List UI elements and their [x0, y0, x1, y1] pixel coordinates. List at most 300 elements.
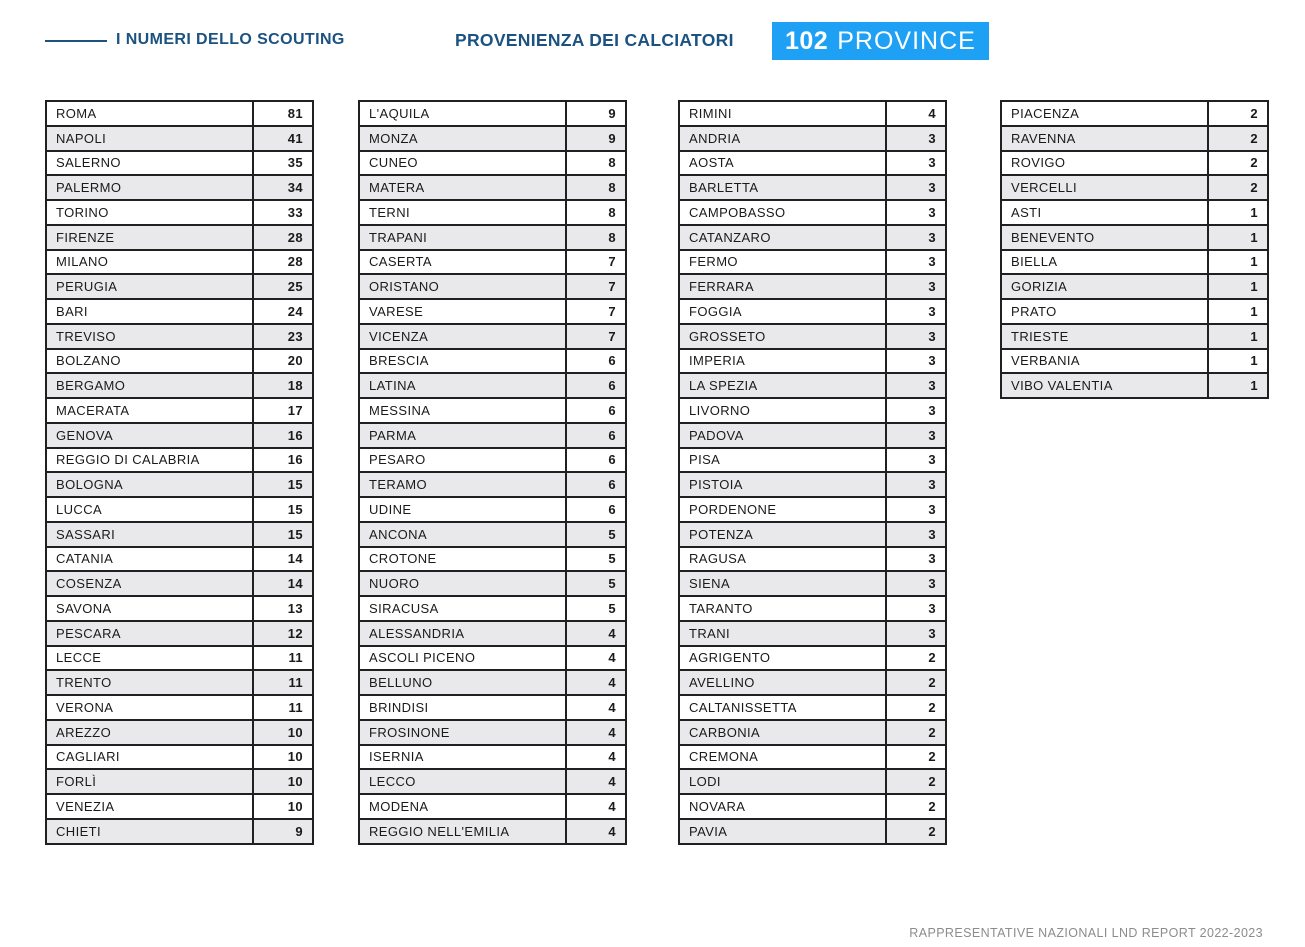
province-name: BOLOGNA	[46, 472, 253, 497]
province-name: REGGIO NELL'EMILIA	[359, 819, 566, 844]
province-name: CAGLIARI	[46, 745, 253, 770]
table-row	[46, 769, 313, 794]
province-name: FOGGIA	[679, 299, 886, 324]
table-row	[46, 398, 313, 423]
province-count: 3	[886, 472, 946, 497]
table-row	[1001, 225, 1268, 250]
table-row	[46, 423, 313, 448]
province-name: FORLÌ	[46, 769, 253, 794]
table-row	[359, 497, 626, 522]
province-count: 7	[566, 250, 626, 275]
province-count: 1	[1208, 250, 1268, 275]
province-count: 9	[253, 819, 313, 844]
province-count: 3	[886, 398, 946, 423]
table-row	[46, 373, 313, 398]
province-count: 1	[1208, 373, 1268, 398]
table-row	[46, 621, 313, 646]
province-name: PARMA	[359, 423, 566, 448]
province-name: BRESCIA	[359, 349, 566, 374]
province-name: CATANZARO	[679, 225, 886, 250]
table-row	[359, 695, 626, 720]
province-count: 8	[566, 151, 626, 176]
province-count: 3	[886, 596, 946, 621]
province-count: 1	[1208, 324, 1268, 349]
province-table-3	[678, 100, 947, 845]
province-name: BOLZANO	[46, 349, 253, 374]
table-row	[679, 151, 946, 176]
province-name: ISERNIA	[359, 745, 566, 770]
province-name: PORDENONE	[679, 497, 886, 522]
province-count: 6	[566, 373, 626, 398]
province-count: 4	[566, 720, 626, 745]
province-name: VERCELLI	[1001, 175, 1208, 200]
table-row	[359, 794, 626, 819]
province-count: 8	[566, 225, 626, 250]
province-count: 10	[253, 794, 313, 819]
table-row	[1001, 200, 1268, 225]
province-name: SALERNO	[46, 151, 253, 176]
province-count: 20	[253, 349, 313, 374]
province-count: 4	[566, 769, 626, 794]
table-row	[679, 522, 946, 547]
province-name: MILANO	[46, 250, 253, 275]
province-name: UDINE	[359, 497, 566, 522]
table-row	[679, 670, 946, 695]
province-count: 3	[886, 522, 946, 547]
province-name: ORISTANO	[359, 274, 566, 299]
table-row	[679, 423, 946, 448]
table-row	[359, 596, 626, 621]
province-name: PAVIA	[679, 819, 886, 844]
province-name: ANCONA	[359, 522, 566, 547]
table-row	[679, 596, 946, 621]
province-name: PIACENZA	[1001, 101, 1208, 126]
table-row	[46, 151, 313, 176]
table-row	[679, 819, 946, 844]
table-row	[1001, 151, 1268, 176]
province-count: 3	[886, 175, 946, 200]
badge-label: PROVINCE	[837, 26, 976, 55]
province-count: 1	[1208, 274, 1268, 299]
table-row	[679, 720, 946, 745]
province-count: 11	[253, 646, 313, 671]
province-name: PESARO	[359, 448, 566, 473]
province-count: 5	[566, 547, 626, 572]
table-row	[679, 200, 946, 225]
province-count: 3	[886, 349, 946, 374]
table-row	[359, 299, 626, 324]
province-name: PALERMO	[46, 175, 253, 200]
province-count: 3	[886, 547, 946, 572]
province-count: 14	[253, 571, 313, 596]
province-count: 10	[253, 745, 313, 770]
province-name: LIVORNO	[679, 398, 886, 423]
province-count: 1	[1208, 225, 1268, 250]
province-name: TRENTO	[46, 670, 253, 695]
province-name: AREZZO	[46, 720, 253, 745]
province-count: 11	[253, 695, 313, 720]
table-row	[679, 448, 946, 473]
province-count: 2	[886, 646, 946, 671]
province-count: 5	[566, 571, 626, 596]
province-name: BERGAMO	[46, 373, 253, 398]
province-name: BELLUNO	[359, 670, 566, 695]
province-name: RIMINI	[679, 101, 886, 126]
province-name: TREVISO	[46, 324, 253, 349]
province-table-4	[1000, 100, 1269, 399]
province-name: TRIESTE	[1001, 324, 1208, 349]
province-name: SIRACUSA	[359, 596, 566, 621]
table-row	[46, 200, 313, 225]
province-count: 34	[253, 175, 313, 200]
province-name: PERUGIA	[46, 274, 253, 299]
table-row	[1001, 274, 1268, 299]
table-row	[679, 695, 946, 720]
province-name: FIRENZE	[46, 225, 253, 250]
province-name: LECCO	[359, 769, 566, 794]
table-row	[359, 151, 626, 176]
province-count: 24	[253, 299, 313, 324]
province-count: 4	[566, 670, 626, 695]
province-name: ROMA	[46, 101, 253, 126]
province-count: 16	[253, 423, 313, 448]
province-count: 4	[566, 745, 626, 770]
table-row	[679, 225, 946, 250]
table-row	[679, 250, 946, 275]
table-row	[46, 720, 313, 745]
table-row	[679, 769, 946, 794]
province-name: SASSARI	[46, 522, 253, 547]
table-row	[679, 794, 946, 819]
province-name: CAMPOBASSO	[679, 200, 886, 225]
province-count: 3	[886, 571, 946, 596]
table-row	[46, 175, 313, 200]
province-count: 3	[886, 200, 946, 225]
province-count: 7	[566, 274, 626, 299]
table-row	[46, 225, 313, 250]
table-row	[679, 571, 946, 596]
table-row	[359, 448, 626, 473]
table-row	[46, 670, 313, 695]
province-name: IMPERIA	[679, 349, 886, 374]
province-count: 15	[253, 497, 313, 522]
province-name: CARBONIA	[679, 720, 886, 745]
province-count: 8	[566, 200, 626, 225]
province-name: COSENZA	[46, 571, 253, 596]
footer-report-label: RAPPRESENTATIVE NAZIONALI LND REPORT 2022-2023	[909, 926, 1263, 940]
table-row	[46, 695, 313, 720]
province-name: GORIZIA	[1001, 274, 1208, 299]
table-row	[679, 324, 946, 349]
province-name: CATANIA	[46, 547, 253, 572]
table-row	[359, 472, 626, 497]
province-count: 3	[886, 497, 946, 522]
table-row	[1001, 349, 1268, 374]
table-row	[359, 769, 626, 794]
province-count: 3	[886, 151, 946, 176]
table-row	[679, 274, 946, 299]
province-count: 3	[886, 621, 946, 646]
table-row	[46, 596, 313, 621]
province-name: TARANTO	[679, 596, 886, 621]
province-name: TORINO	[46, 200, 253, 225]
province-name: CALTANISSETTA	[679, 695, 886, 720]
province-name: VICENZA	[359, 324, 566, 349]
province-name: NOVARA	[679, 794, 886, 819]
province-name: VENEZIA	[46, 794, 253, 819]
province-count: 81	[253, 101, 313, 126]
province-count: 9	[566, 101, 626, 126]
table-row	[46, 448, 313, 473]
table-row	[679, 299, 946, 324]
province-count: 6	[566, 448, 626, 473]
table-row	[359, 398, 626, 423]
province-name: TRAPANI	[359, 225, 566, 250]
province-name: VERONA	[46, 695, 253, 720]
table-row	[46, 819, 313, 844]
province-name: BRINDISI	[359, 695, 566, 720]
table-row	[679, 472, 946, 497]
province-name: REGGIO DI CALABRIA	[46, 448, 253, 473]
province-name: SIENA	[679, 571, 886, 596]
table-row	[679, 547, 946, 572]
province-count: 28	[253, 250, 313, 275]
province-name: FERRARA	[679, 274, 886, 299]
province-name: SAVONA	[46, 596, 253, 621]
table-row	[679, 398, 946, 423]
province-count: 10	[253, 769, 313, 794]
province-table-1	[45, 100, 314, 845]
table-row	[359, 373, 626, 398]
page-title: PROVENIENZA DEI CALCIATORI	[455, 30, 734, 50]
table-row	[359, 621, 626, 646]
table-row	[1001, 299, 1268, 324]
province-count: 7	[566, 324, 626, 349]
table-row	[679, 621, 946, 646]
province-name: LECCE	[46, 646, 253, 671]
province-count: 2	[886, 794, 946, 819]
table-row	[359, 101, 626, 126]
table-row	[679, 126, 946, 151]
province-name: ALESSANDRIA	[359, 621, 566, 646]
province-name: PESCARA	[46, 621, 253, 646]
table-row	[679, 373, 946, 398]
table-row	[359, 349, 626, 374]
province-name: BIELLA	[1001, 250, 1208, 275]
province-count: 1	[1208, 349, 1268, 374]
table-row	[679, 101, 946, 126]
table-row	[1001, 101, 1268, 126]
province-name: BENEVENTO	[1001, 225, 1208, 250]
province-name: CREMONA	[679, 745, 886, 770]
table-row	[359, 175, 626, 200]
province-count: 12	[253, 621, 313, 646]
province-count: 2	[1208, 151, 1268, 176]
province-name: BARLETTA	[679, 175, 886, 200]
table-row	[359, 522, 626, 547]
province-count: 4	[566, 819, 626, 844]
province-name: MONZA	[359, 126, 566, 151]
badge-number: 102	[785, 26, 829, 55]
province-count: 2	[886, 769, 946, 794]
table-row	[46, 324, 313, 349]
province-count: 3	[886, 324, 946, 349]
province-name: FROSINONE	[359, 720, 566, 745]
province-count: 2	[886, 695, 946, 720]
table-row	[359, 646, 626, 671]
section-title: I NUMERI DELLO SCOUTING	[116, 31, 345, 48]
province-name: TRANI	[679, 621, 886, 646]
province-count: 25	[253, 274, 313, 299]
province-count: 1	[1208, 299, 1268, 324]
province-count: 3	[886, 225, 946, 250]
province-count: 6	[566, 497, 626, 522]
province-name: ASTI	[1001, 200, 1208, 225]
province-count: 2	[1208, 126, 1268, 151]
province-count: 3	[886, 250, 946, 275]
table-row	[359, 126, 626, 151]
province-count: 4	[566, 695, 626, 720]
table-row	[359, 720, 626, 745]
province-name: POTENZA	[679, 522, 886, 547]
province-name: TERAMO	[359, 472, 566, 497]
province-name: PRATO	[1001, 299, 1208, 324]
province-name: MATERA	[359, 175, 566, 200]
province-name: CASERTA	[359, 250, 566, 275]
province-count: 5	[566, 522, 626, 547]
province-name: MESSINA	[359, 398, 566, 423]
province-name: FERMO	[679, 250, 886, 275]
province-name: ANDRIA	[679, 126, 886, 151]
table-row	[359, 745, 626, 770]
table-row	[1001, 324, 1268, 349]
province-count: 5	[566, 596, 626, 621]
table-row	[1001, 250, 1268, 275]
province-name: RAVENNA	[1001, 126, 1208, 151]
province-name: LA SPEZIA	[679, 373, 886, 398]
province-count: 3	[886, 423, 946, 448]
table-row	[46, 646, 313, 671]
province-count: 2	[1208, 175, 1268, 200]
province-name: LATINA	[359, 373, 566, 398]
province-count: 4	[566, 794, 626, 819]
province-name: VIBO VALENTIA	[1001, 373, 1208, 398]
province-name: MODENA	[359, 794, 566, 819]
province-name: PISA	[679, 448, 886, 473]
table-row	[46, 274, 313, 299]
province-name: ROVIGO	[1001, 151, 1208, 176]
province-count: 33	[253, 200, 313, 225]
table-row	[46, 349, 313, 374]
province-count: 3	[886, 299, 946, 324]
table-row	[679, 175, 946, 200]
province-count: 9	[566, 126, 626, 151]
province-name: PISTOIA	[679, 472, 886, 497]
table-row	[359, 324, 626, 349]
province-name: ASCOLI PICENO	[359, 646, 566, 671]
province-count: 8	[566, 175, 626, 200]
table-row	[1001, 126, 1268, 151]
province-count: 7	[566, 299, 626, 324]
province-table-2	[358, 100, 627, 845]
province-name: LUCCA	[46, 497, 253, 522]
province-count: 11	[253, 670, 313, 695]
province-name: CUNEO	[359, 151, 566, 176]
table-row	[679, 497, 946, 522]
province-name: TERNI	[359, 200, 566, 225]
table-row	[359, 571, 626, 596]
province-name: MACERATA	[46, 398, 253, 423]
table-row	[46, 101, 313, 126]
province-count: 4	[566, 646, 626, 671]
province-name: AGRIGENTO	[679, 646, 886, 671]
province-count: 4	[886, 101, 946, 126]
table-row	[359, 225, 626, 250]
province-count: 3	[886, 126, 946, 151]
table-row	[46, 250, 313, 275]
province-count: 15	[253, 522, 313, 547]
province-count: 6	[566, 349, 626, 374]
province-count: 2	[886, 819, 946, 844]
province-count: 1	[1208, 200, 1268, 225]
province-count: 14	[253, 547, 313, 572]
province-count: 6	[566, 398, 626, 423]
table-row	[46, 794, 313, 819]
province-name: L'AQUILA	[359, 101, 566, 126]
province-count: 6	[566, 423, 626, 448]
province-count: 23	[253, 324, 313, 349]
province-count: 17	[253, 398, 313, 423]
province-count: 2	[886, 720, 946, 745]
province-count-badge	[772, 22, 989, 60]
province-count: 28	[253, 225, 313, 250]
table-row	[359, 547, 626, 572]
table-row	[359, 274, 626, 299]
province-name: PADOVA	[679, 423, 886, 448]
province-count: 4	[566, 621, 626, 646]
province-name: AVELLINO	[679, 670, 886, 695]
table-row	[359, 200, 626, 225]
province-count: 15	[253, 472, 313, 497]
province-count: 35	[253, 151, 313, 176]
province-count: 2	[886, 670, 946, 695]
province-count: 16	[253, 448, 313, 473]
table-row	[46, 299, 313, 324]
province-count: 18	[253, 373, 313, 398]
table-row	[679, 349, 946, 374]
table-row	[359, 670, 626, 695]
header-rule	[45, 40, 107, 42]
province-name: GENOVA	[46, 423, 253, 448]
province-name: AOSTA	[679, 151, 886, 176]
province-count: 41	[253, 126, 313, 151]
province-count: 3	[886, 373, 946, 398]
table-row	[46, 745, 313, 770]
table-row	[679, 646, 946, 671]
province-name: VERBANIA	[1001, 349, 1208, 374]
province-count: 2	[1208, 101, 1268, 126]
province-name: NUORO	[359, 571, 566, 596]
table-row	[46, 547, 313, 572]
province-count: 10	[253, 720, 313, 745]
province-count: 3	[886, 274, 946, 299]
table-row	[1001, 373, 1268, 398]
province-name: CHIETI	[46, 819, 253, 844]
province-name: BARI	[46, 299, 253, 324]
table-row	[359, 423, 626, 448]
province-count: 2	[886, 745, 946, 770]
province-name: NAPOLI	[46, 126, 253, 151]
